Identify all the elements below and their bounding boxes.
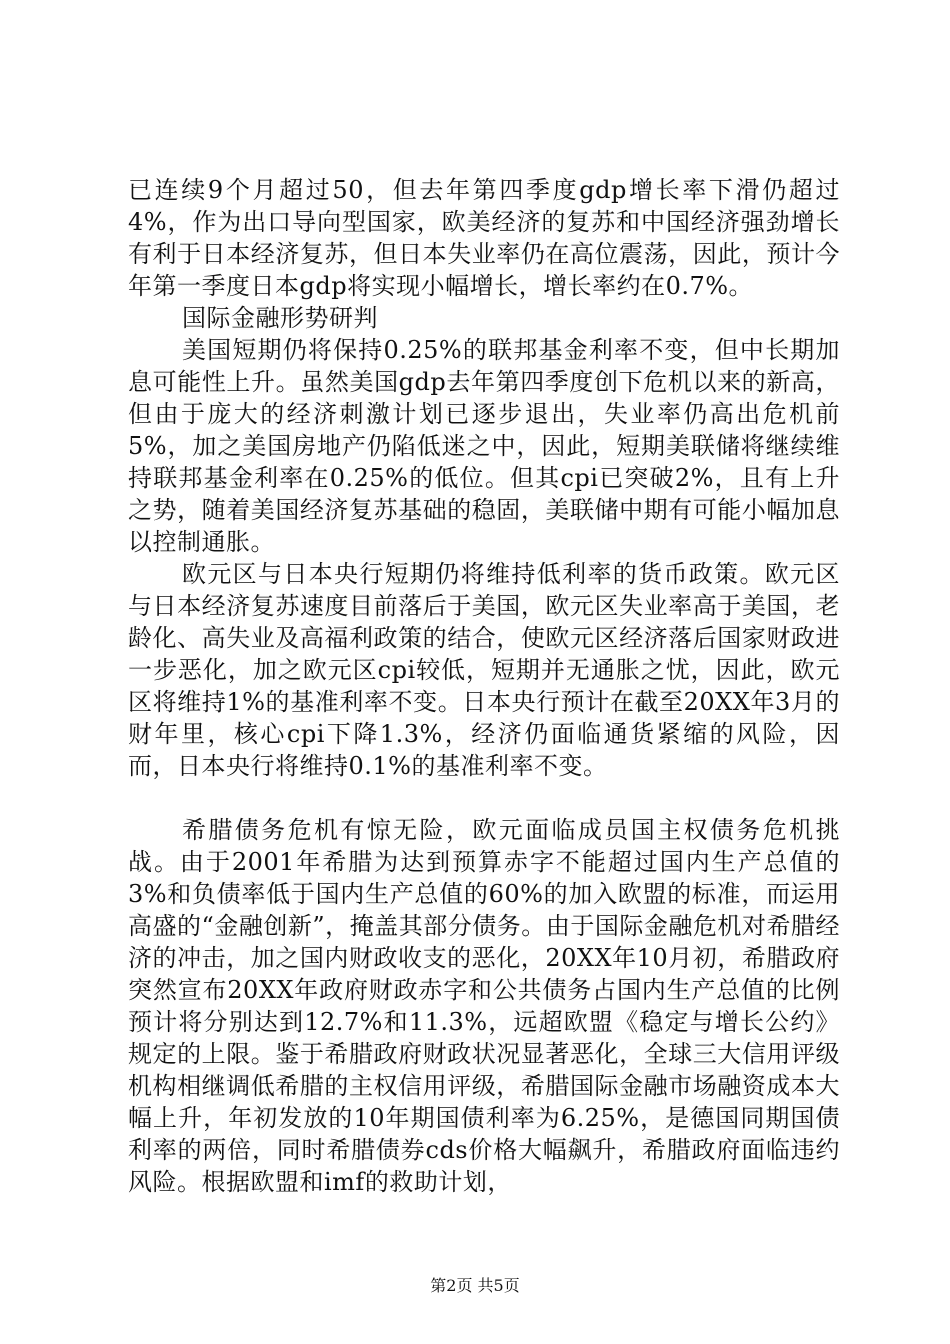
page-footer: 第2页 共5页 <box>430 1276 520 1295</box>
paragraph-eurozone-japan-rates: 欧元区与日本央行短期仍将维持低利率的货币政策。欧元区与日本经济复苏速度目前落后于美国，欧元区失业率高于美国，老龄化、高失业及高福利政策的结合，使欧元区经济落后国家财政进一步恶化，加之欧元区cpi较低，短期并无通胀之忧，因此，欧元区将维持1%的基准利率不变。日本央行预计在截至20XX年3月的财年里，核心cpi下降1.3%，经济仍面临通货紧缩的风险，因而，日本央行将维持0.1%的基准利率不变。 <box>128 560 840 780</box>
section-heading: 国际金融形势研判 <box>182 304 378 332</box>
paragraph-us-rates: 美国短期仍将保持0.25%的联邦基金利率不变，但中长期加息可能性上升。虽然美国gdp去年第四季度创下危机以来的新高，但由于庞大的经济刺激计划已逐步退出，失业率仍高出危机前5%，加之美国房地产仍陷低迷之中，因此，短期美联储将继续维持联邦基金利率在0.25%的低位。但其cpi已突破2%，且有上升之势，随着美国经济复苏基础的稳固，美联储中期有可能小幅加息以控制通胀。 <box>128 336 840 556</box>
paragraph-gap <box>128 782 840 814</box>
paragraph-japan-outlook: 已连续9个月超过50，但去年第四季度gdp增长率下滑仍超过4%，作为出口导向型国家，欧美经济的复苏和中国经济强劲增长有利于日本经济复苏，但日本失业率仍在高位震荡，因此，预计今年第一季度日本gdp将实现小幅增长，增长率约在0.7%。 <box>128 176 840 300</box>
document-body <box>128 174 840 1198</box>
paragraph-greece-debt: 希腊债务危机有惊无险，欧元面临成员国主权债务危机挑战。由于2001年希腊为达到预算赤字不能超过国内生产总值的3%和负债率低于国内生产总值的60%的加入欧盟的标准，而运用高盛的“金融创新”，掩盖其部分债务。由于国际金融危机对希腊经济的冲击，加之国内财政收支的恶化，20XX年10月初，希腊政府突然宣布20XX年政府财政赤字和公共债务占国内生产总值的比例预计将分别达到12.7%和11.3%，远超欧盟《稳定与增长公约》规定的上限。鉴于希腊政府财政状况显著恶化，全球三大信用评级机构相继调低希腊的主权信用评级，希腊国际金融市场融资成本大幅上升，年初发放的10年期国债利率为6.25%，是德国同期国债利率的两倍，同时希腊债券cds价格大幅飙升，希腊政府面临违约风险。根据欧盟和imf的救助计划， <box>128 816 840 1196</box>
